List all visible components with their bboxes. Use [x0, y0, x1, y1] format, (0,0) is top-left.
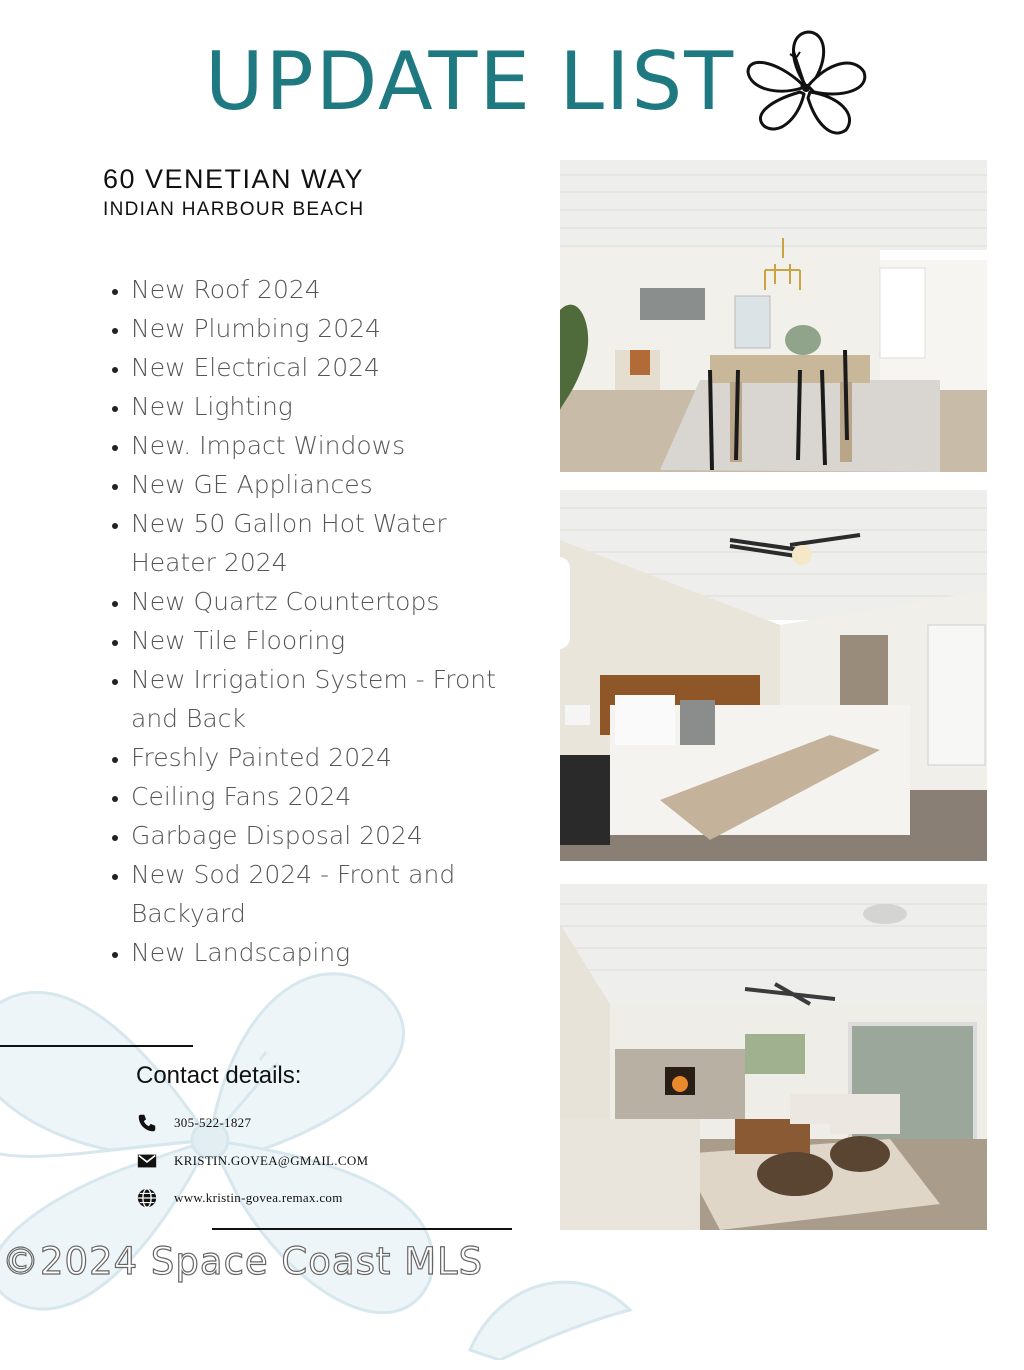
mail-icon [136, 1150, 158, 1172]
website-link[interactable]: www.kristin-govea.remax.com [174, 1190, 343, 1205]
list-item: • New Landscaping [131, 933, 501, 972]
globe-icon [136, 1187, 158, 1209]
phone-number[interactable]: 305-522-1827 [174, 1115, 252, 1130]
divider-line [0, 1045, 193, 1047]
property-address [103, 162, 364, 224]
contact-phone [136, 1112, 251, 1134]
contact-email [136, 1150, 368, 1172]
update-list [100, 270, 501, 972]
list-item: • Ceiling Fans 2024 [131, 777, 501, 816]
contact-heading: Contact details: [136, 1062, 302, 1089]
background-hibiscus-graphic-2 [460, 1240, 640, 1360]
list-item: • New Quartz Countertops [131, 582, 501, 621]
list-item: • New GE Appliances [131, 465, 501, 504]
list-item: • New Tile Flooring [131, 621, 501, 660]
phone-icon [136, 1112, 158, 1134]
list-item: • New. Impact Windows [131, 426, 501, 465]
contact-website [136, 1187, 343, 1209]
dining-room-photo [560, 160, 987, 472]
list-item: • New Roof 2024 [131, 270, 501, 309]
living-room-photo [560, 884, 987, 1230]
page-tab-decoration [548, 557, 570, 649]
list-item: • New Plumbing 2024 [131, 309, 501, 348]
page-title: UPDATE LIST [205, 35, 736, 128]
list-item: • Freshly Painted 2024 [131, 738, 501, 777]
list-item: • New Irrigation System - Front and Back [131, 660, 501, 738]
hibiscus-icon [742, 28, 870, 138]
list-item: • New Lighting [131, 387, 501, 426]
email-address[interactable]: KRISTIN.GOVEA@GMAIL.COM [174, 1153, 369, 1168]
list-item: • New Sod 2024 - Front and Backyard [131, 855, 501, 933]
list-item: • Garbage Disposal 2024 [131, 816, 501, 855]
city-name: INDIAN HARBOUR BEACH [103, 199, 365, 220]
street-address: 60 VENETIAN WAY [103, 164, 365, 194]
list-item: • New 50 Gallon Hot Water Heater 2024 [131, 504, 501, 582]
divider-line [212, 1228, 512, 1230]
copyright-watermark: ©2024 Space Coast MLS [2, 1240, 484, 1283]
list-item: • New Electrical 2024 [131, 348, 501, 387]
bedroom-photo [560, 490, 987, 861]
